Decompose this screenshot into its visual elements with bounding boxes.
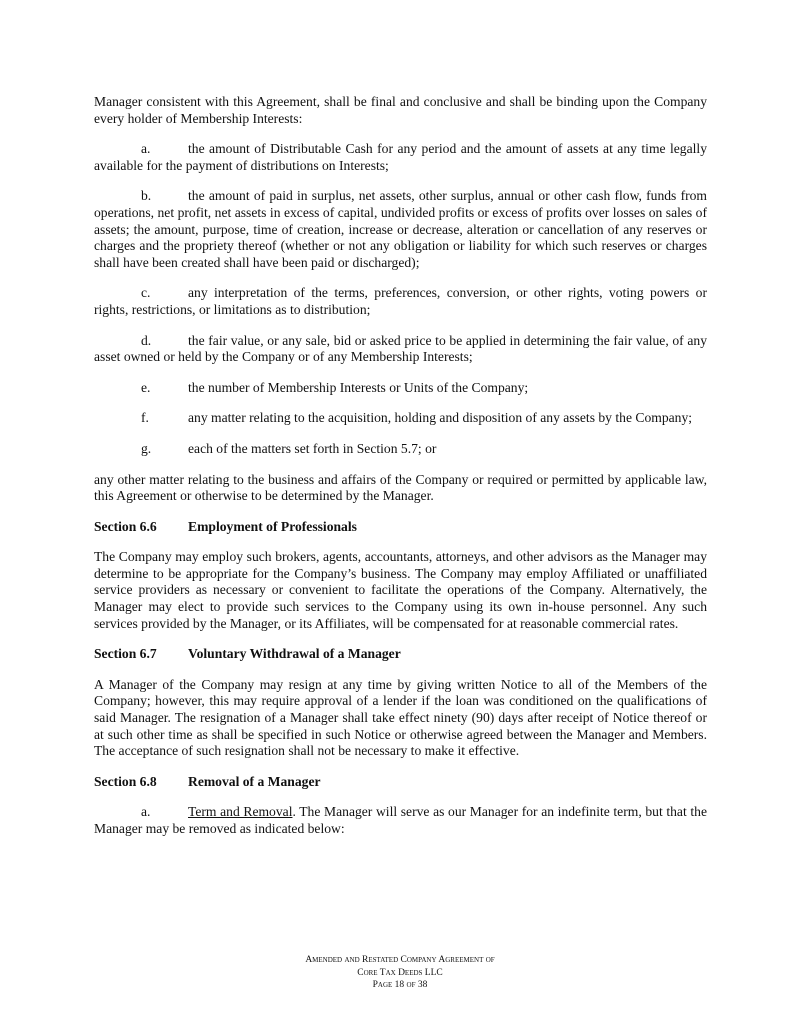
section-6-8-heading: Section 6.8 Removal of a Manager xyxy=(94,773,321,789)
closing-paragraph: any other matter relating to the business and affairs of the Company or required or permitted by applicable law, this Agreement or otherwise to be determined by the Manager. xyxy=(94,471,707,504)
list-item: e. the number of Membership Interests or Units of the Company; xyxy=(141,379,529,395)
list-item: b. the amount of paid in surplus, net assets, other surplus, annual or other cash flow, funds from operations, net profit, net assets in excess of capital, undivided profits or excess of profits over losses on sales of assets; the amount, purpose, time of creation, increase or decrease, alteration or cancellation of any reserves or charges and the propriety thereof (whether or not any obligation or liability for which such reserves or charges shall have been created shall have been paid or discharged); xyxy=(94,188,707,270)
section-6-7-heading: Section 6.7 Voluntary Withdrawal of a Manager xyxy=(94,646,401,662)
document-body xyxy=(94,94,707,852)
footer-line-1: Amended and Restated Company Agreement of xyxy=(305,955,495,965)
list-item: a. the amount of Distributable Cash for any period and the amount of assets at any time legally available for the payment of distributions on Interests; xyxy=(94,141,707,173)
intro-paragraph: Manager consistent with this Agreement, shall be final and conclusive and shall be binding upon the Company every holder of Membership Interests: xyxy=(94,94,707,126)
section-6-8-item-a: a. Term and Removal. The Manager will serve as our Manager for an indefinite term, but that the Manager may be removed as indicated below: xyxy=(94,804,707,836)
list-item: g. each of the matters set forth in Section 5.7; or xyxy=(141,440,437,456)
list-item: c. any interpretation of the terms, preferences, conversion, or other rights, voting powers or rights, restrictions, or limitations as to distribution; xyxy=(94,285,707,317)
section-6-6-body: The Company may employ such brokers, agents, accountants, attorneys, and other advisors as the Manager may determine to be appropriate for the Company’s business. The Company may employ Affiliated or unaffiliated service providers as necessary or convenient to facilitate the operations of the Company. Alternatively, the Manager may elect to provide such services to the Company using its own in-house personnel. Any such services provided by the Manager, or its Affiliates, will be compensated for at reasonable commercial rates. xyxy=(94,549,707,631)
list-item: f. any matter relating to the acquisition, holding and disposition of any assets by the Company; xyxy=(141,410,693,426)
page-number: Page 18 of 38 xyxy=(372,980,428,990)
page-footer xyxy=(0,954,800,992)
section-6-7-body: A Manager of the Company may resign at any time by giving written Notice to all of the Members of the Company; however, this may require approval of a lender if the loan was conditioned on the qualifications of said Manager. The resignation of a Manager shall take effect ninety (90) days after receipt of Notice thereof or at such other time as shall be specified in such Notice or otherwise agreed between the Manager and Members. The acceptance of such resignation shall not be necessary to make it effective. xyxy=(94,676,707,759)
footer-line-2: Core Tax Deeds LLC xyxy=(357,967,443,978)
term-and-removal-title: Term and Removal xyxy=(188,804,293,820)
list-item: d. the fair value, or any sale, bid or asked price to be applied in determining the fair value, of any asset owned or held by the Company or of any Membership Interests; xyxy=(94,332,707,365)
section-6-6-heading: Section 6.6 Employment of Professionals xyxy=(94,518,357,534)
